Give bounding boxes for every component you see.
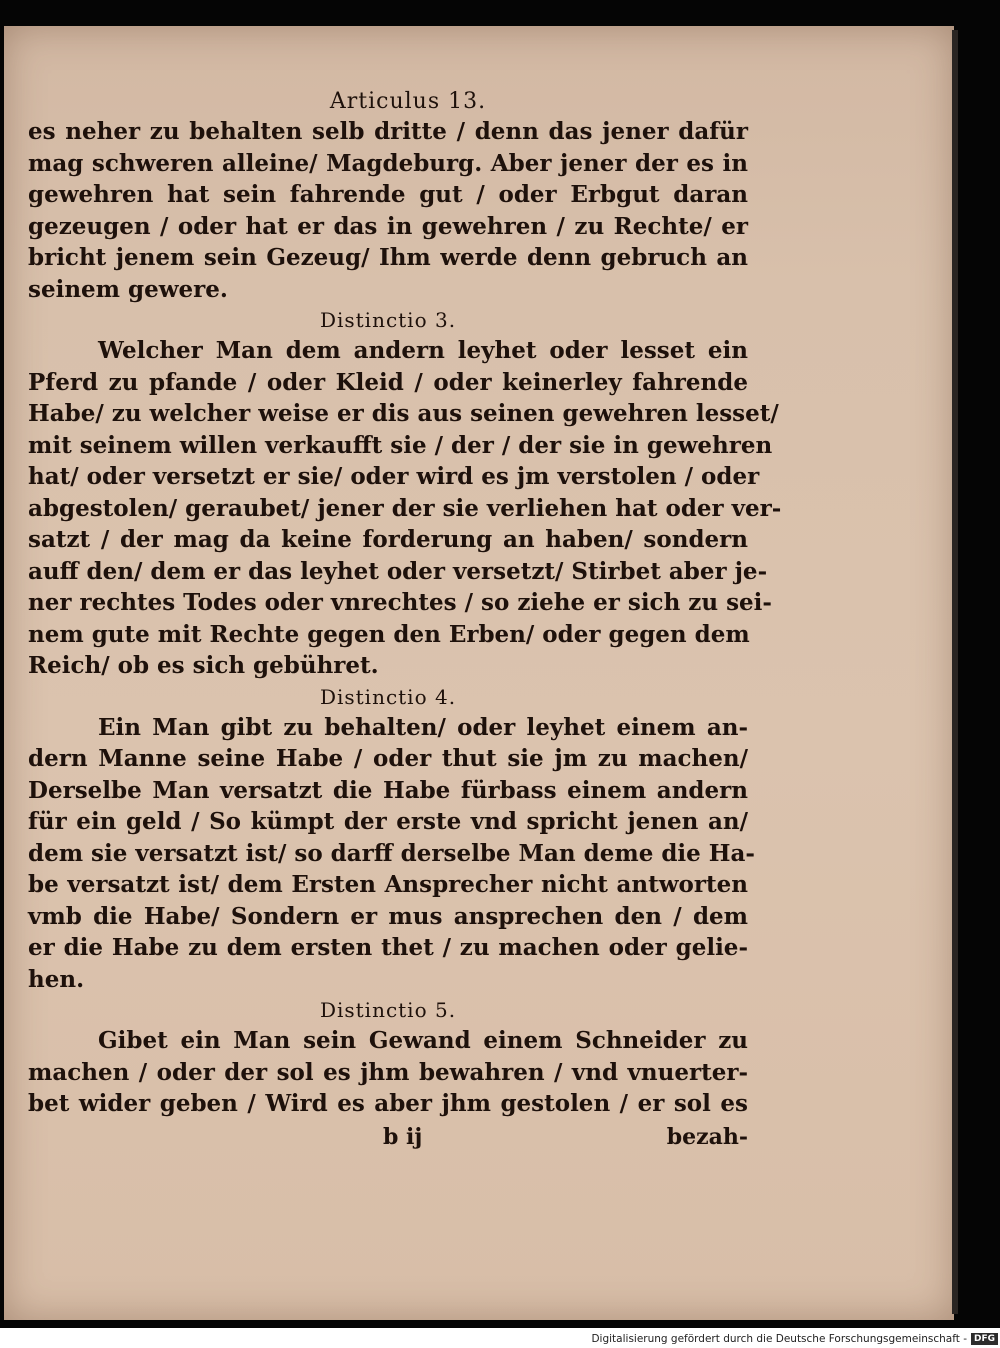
funding-text: Digitalisierung gefördert durch die Deutsche Forschungsgemeinschaft - [591,1333,967,1345]
text-line: machen / oder der sol es jhm bewahren / vnd vnuerter- [28,1058,748,1086]
section-heading: Distinctio 3. [319,308,457,332]
text-line: gewehren hat sein fahrende gut / oder Erbgut daran [28,181,748,208]
text-line: hen. [28,965,85,993]
text-line: gezeugen / oder hat er das in gewehren / zu Rechte/ er [28,212,748,240]
text-line: für ein geld / So kümpt der erste vnd spricht jenen an/ [28,808,748,835]
text-line: satzt / der mag da keine forderung an haben/ sondern [28,526,748,553]
text-line: es neher zu behalten selb dritte / denn das jener dafür [28,118,748,145]
catchword: bezah- [666,1123,748,1150]
text-line: bricht jenem sein Gezeug/ Ihm werde denn gebruch an [28,244,748,271]
page-text [28,88,782,1154]
text-line: Pferd zu pfande / oder Kleid / oder keinerley fahrende [28,368,748,396]
text-line: bet wider geben / Wird es aber jhm gestolen / er sol es [28,1090,748,1117]
text-line: abgestolen/ geraubet/ jener der sie verliehen hat oder ver- [28,494,782,522]
section-heading: Distinctio 4. [319,684,457,709]
text-line: mit seinem willen verkaufft sie / der / der sie in gewehren [28,431,773,459]
text-line: vmb die Habe/ Sondern er mus ansprechen den / dem [28,902,748,930]
text-line: auff den/ dem er das leyhet oder versetzt/ Stirbet aber je- [28,557,768,585]
text-line: Welcher Man dem andern leyhet oder lesset ein [98,337,748,364]
text-line: ner rechtes Todes oder vnrechtes / so ziehe er sich zu sei- [28,589,772,616]
text-line: Reich/ ob es sich gebühret. [28,652,379,679]
dfg-logo: DFG [971,1333,998,1345]
text-line: mag schweren alleine/ Magdeburg. Aber jener der es in [28,149,748,177]
page-footer-marks [28,1120,748,1154]
text-line: er die Habe zu dem ersten thet / zu machen oder gelie- [28,934,748,961]
signature-mark: b ij [383,1123,423,1150]
funding-footer [0,1330,1000,1348]
text-line: dem sie versatzt ist/ so darff derselbe Man deme die Ha- [28,839,755,867]
text-line: Gibet ein Man sein Gewand einem Schneider zu [98,1027,748,1054]
running-header: Articulus 13. [329,89,487,114]
section-heading: Distinctio 5. [319,998,457,1022]
text-line: Ein Man gibt zu behalten/ oder leyhet einem an- [98,713,748,741]
text-line: hat/ oder versetzt er sie/ oder wird es jm verstolen / oder [28,463,760,490]
text-line: dern Manne seine Habe / oder thut sie jm zu machen/ [28,745,748,772]
text-line: Derselbe Man versatzt die Habe fürbass einem andern [28,776,748,804]
text-line: Habe/ zu welcher weise er dis aus seinen gewehren lesset/ [28,400,779,427]
page-edge [952,30,958,1314]
text-line: seinem gewere. [28,275,228,303]
text-line: be versatzt ist/ dem Ersten Ansprecher nicht antworten [28,871,748,898]
text-line: nem gute mit Rechte gegen den Erben/ oder gegen dem [28,620,750,648]
